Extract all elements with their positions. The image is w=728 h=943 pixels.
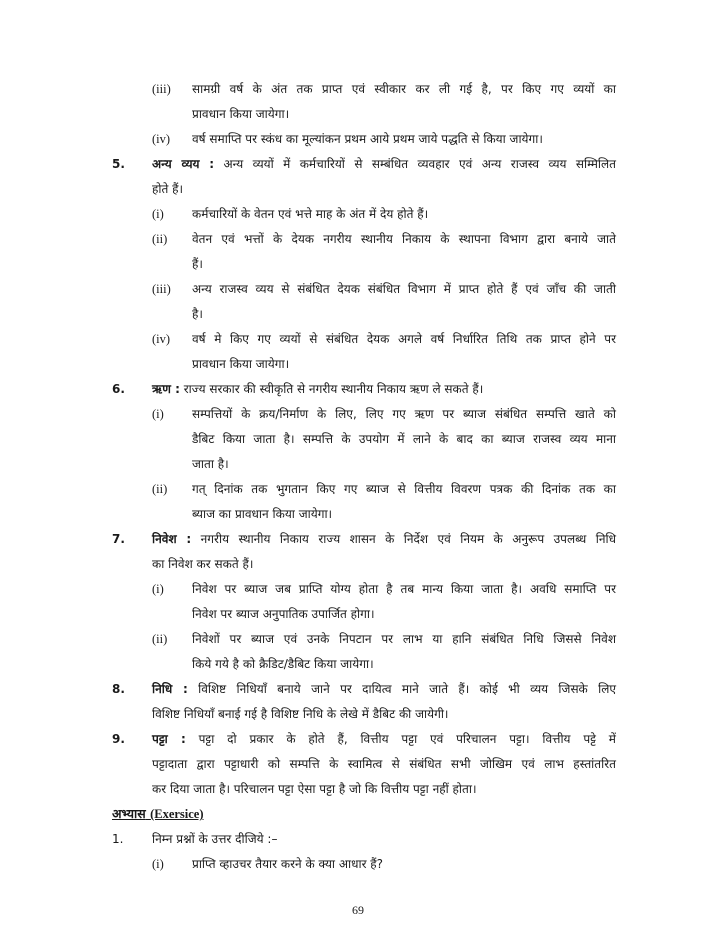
roman-numeral: (i) bbox=[152, 207, 164, 221]
paragraph-line: ब्याज का प्रावधान किया जायेगा। bbox=[192, 507, 333, 521]
section-number: 6. bbox=[112, 382, 125, 396]
paragraph-line: कर्मचारियों के वेतन एवं भत्ते माह के अंत में देय होते हैं। bbox=[192, 207, 429, 221]
section-heading: अन्य व्यय : bbox=[152, 157, 215, 171]
paragraph-text: नगरीय स्थानीय निकाय राज्य शासन के निर्देश एवं नियम के अनुरूप उपलब्ध निधि bbox=[200, 532, 616, 546]
section-number: 7. bbox=[112, 532, 125, 546]
roman-numeral: (iv) bbox=[152, 332, 171, 346]
roman-numeral: (i) bbox=[152, 407, 164, 421]
paragraph-text: पट्टा दो प्रकार के होते हैं, वित्तीय पट्टा एवं परिचालन पट्टा। वित्तीय पट्टे में bbox=[198, 732, 616, 746]
roman-numeral: (iv) bbox=[152, 132, 171, 146]
paragraph-line bbox=[152, 531, 616, 547]
roman-numeral: (i) bbox=[152, 582, 164, 596]
roman-numeral: (iii) bbox=[152, 282, 171, 296]
paragraph-line: सामग्री वर्ष के अंत तक प्राप्त एवं स्वीकार कर ली गई है, पर किए गए व्ययों का bbox=[192, 82, 616, 96]
paragraph-line bbox=[152, 156, 616, 172]
paragraph-line: प्रावधान किया जायेगा। bbox=[192, 357, 290, 371]
paragraph-line: किये गये है को क्रैडिट/डैबिट किया जायेगा। bbox=[192, 657, 374, 671]
question-number: 1. bbox=[112, 832, 124, 846]
paragraph-line: वर्ष मे किए गए व्ययों से संबंधित देयक अगले वर्ष निर्धारित तिथि तक प्राप्त होने पर bbox=[192, 332, 616, 346]
paragraph-line: कर दिया जाता है। परिचालन पट्टा ऐसा पट्टा है जो कि वित्तीय पट्टा नहीं होता। bbox=[152, 782, 477, 796]
paragraph-line: गत् दिनांक तक भुगतान किए गए ब्याज से वित्तीय विवरण पत्रक की दिनांक तक का bbox=[192, 482, 616, 496]
paragraph-line: अन्य राजस्व व्यय से संबंधित देयक संबंधित विभाग में प्राप्त होते हैं एवं जाँच की जाती bbox=[192, 282, 616, 296]
paragraph-line: निवेश पर ब्याज जब प्राप्ति योग्य होता है तब मान्य किया जाता है। अवधि समाप्ति पर bbox=[192, 582, 616, 596]
roman-numeral: (iii) bbox=[152, 82, 171, 96]
exercise-heading bbox=[112, 806, 204, 822]
paragraph-line bbox=[152, 731, 616, 747]
paragraph-text: विशिष्ट निधियाँ बनाये जाने पर दायित्व माने जाते हैं। कोई भी व्यय जिसके लिए bbox=[198, 682, 616, 696]
section-heading: पट्टा : bbox=[152, 732, 186, 746]
roman-numeral: (i) bbox=[152, 857, 164, 871]
paragraph-line: सम्पत्तियों के क्रय/निर्माण के लिए, लिए गए ऋण पर ब्याज संबंधित सम्पत्ति खाते को bbox=[192, 407, 616, 421]
paragraph-line bbox=[152, 381, 483, 397]
section-heading: निधि : bbox=[152, 682, 188, 696]
section-number: 9. bbox=[112, 732, 125, 746]
question-text: प्राप्ति व्हाउचर तैयार करने के क्या आधार हैं? bbox=[192, 857, 384, 871]
paragraph-line: है। bbox=[192, 307, 203, 321]
section-heading: ऋण : bbox=[152, 382, 180, 396]
paragraph-line: प्रावधान किया जायेगा। bbox=[192, 107, 290, 121]
paragraph-line: जाता है। bbox=[192, 457, 229, 471]
paragraph-line: पट्टादाता द्वारा पट्टाधारी को सम्पत्ति के स्वामित्व से संबंधित सभी जोखिम एवं लाभ हस्तांतरित bbox=[152, 757, 616, 771]
paragraph-line: विशिष्ट निधियाँ बनाई गई है विशिष्ट निधि के लेखे में डैबिट की जायेगी। bbox=[152, 707, 449, 721]
exercise-heading-english: (Exersice) bbox=[150, 807, 204, 821]
paragraph-line: वर्ष समाप्ति पर स्कंध का मूल्यांकन प्रथम आये प्रथम जाये पद्धति से किया जायेगा। bbox=[192, 132, 543, 146]
paragraph-line: हैं। bbox=[192, 257, 203, 271]
question-text: निम्न प्रश्नों के उत्तर दीजिये :– bbox=[152, 832, 278, 846]
paragraph-text: राज्य सरकार की स्वीकृति से नगरीय स्थानीय निकाय ऋण ले सकते हैं। bbox=[183, 382, 484, 396]
roman-numeral: (ii) bbox=[152, 632, 168, 646]
section-heading: निवेश : bbox=[152, 532, 192, 546]
exercise-heading-hindi: अभ्यास bbox=[112, 806, 146, 821]
paragraph-text: अन्य व्ययों में कर्मचारियों से सम्बंधित व्यवहार एवं अन्य राजस्व व्यय सम्मिलित bbox=[223, 157, 616, 171]
paragraph-line: का निवेश कर सकते हैं। bbox=[152, 557, 254, 571]
paragraph-line bbox=[152, 681, 616, 697]
section-number: 8. bbox=[112, 682, 125, 696]
paragraph-line: निवेशों पर ब्याज एवं उनके निपटान पर लाभ या हानि संबंधित निधि जिससे निवेश bbox=[192, 632, 616, 646]
paragraph-line: होते हैं। bbox=[152, 182, 184, 196]
paragraph-line: डैबिट किया जाता है। सम्पत्ति के उपयोग में लाने के बाद का ब्याज राजस्व व्यय माना bbox=[192, 432, 616, 446]
section-number: 5. bbox=[112, 157, 125, 171]
paragraph-line: वेतन एवं भत्तों के देयक नगरीय स्थानीय निकाय के स्थापना विभाग द्वारा बनाये जाते bbox=[192, 232, 616, 246]
roman-numeral: (ii) bbox=[152, 232, 168, 246]
paragraph-line: निवेश पर ब्याज अनुपातिक उपार्जित होगा। bbox=[192, 607, 375, 621]
roman-numeral: (ii) bbox=[152, 482, 168, 496]
page-number: 69 bbox=[352, 903, 364, 917]
